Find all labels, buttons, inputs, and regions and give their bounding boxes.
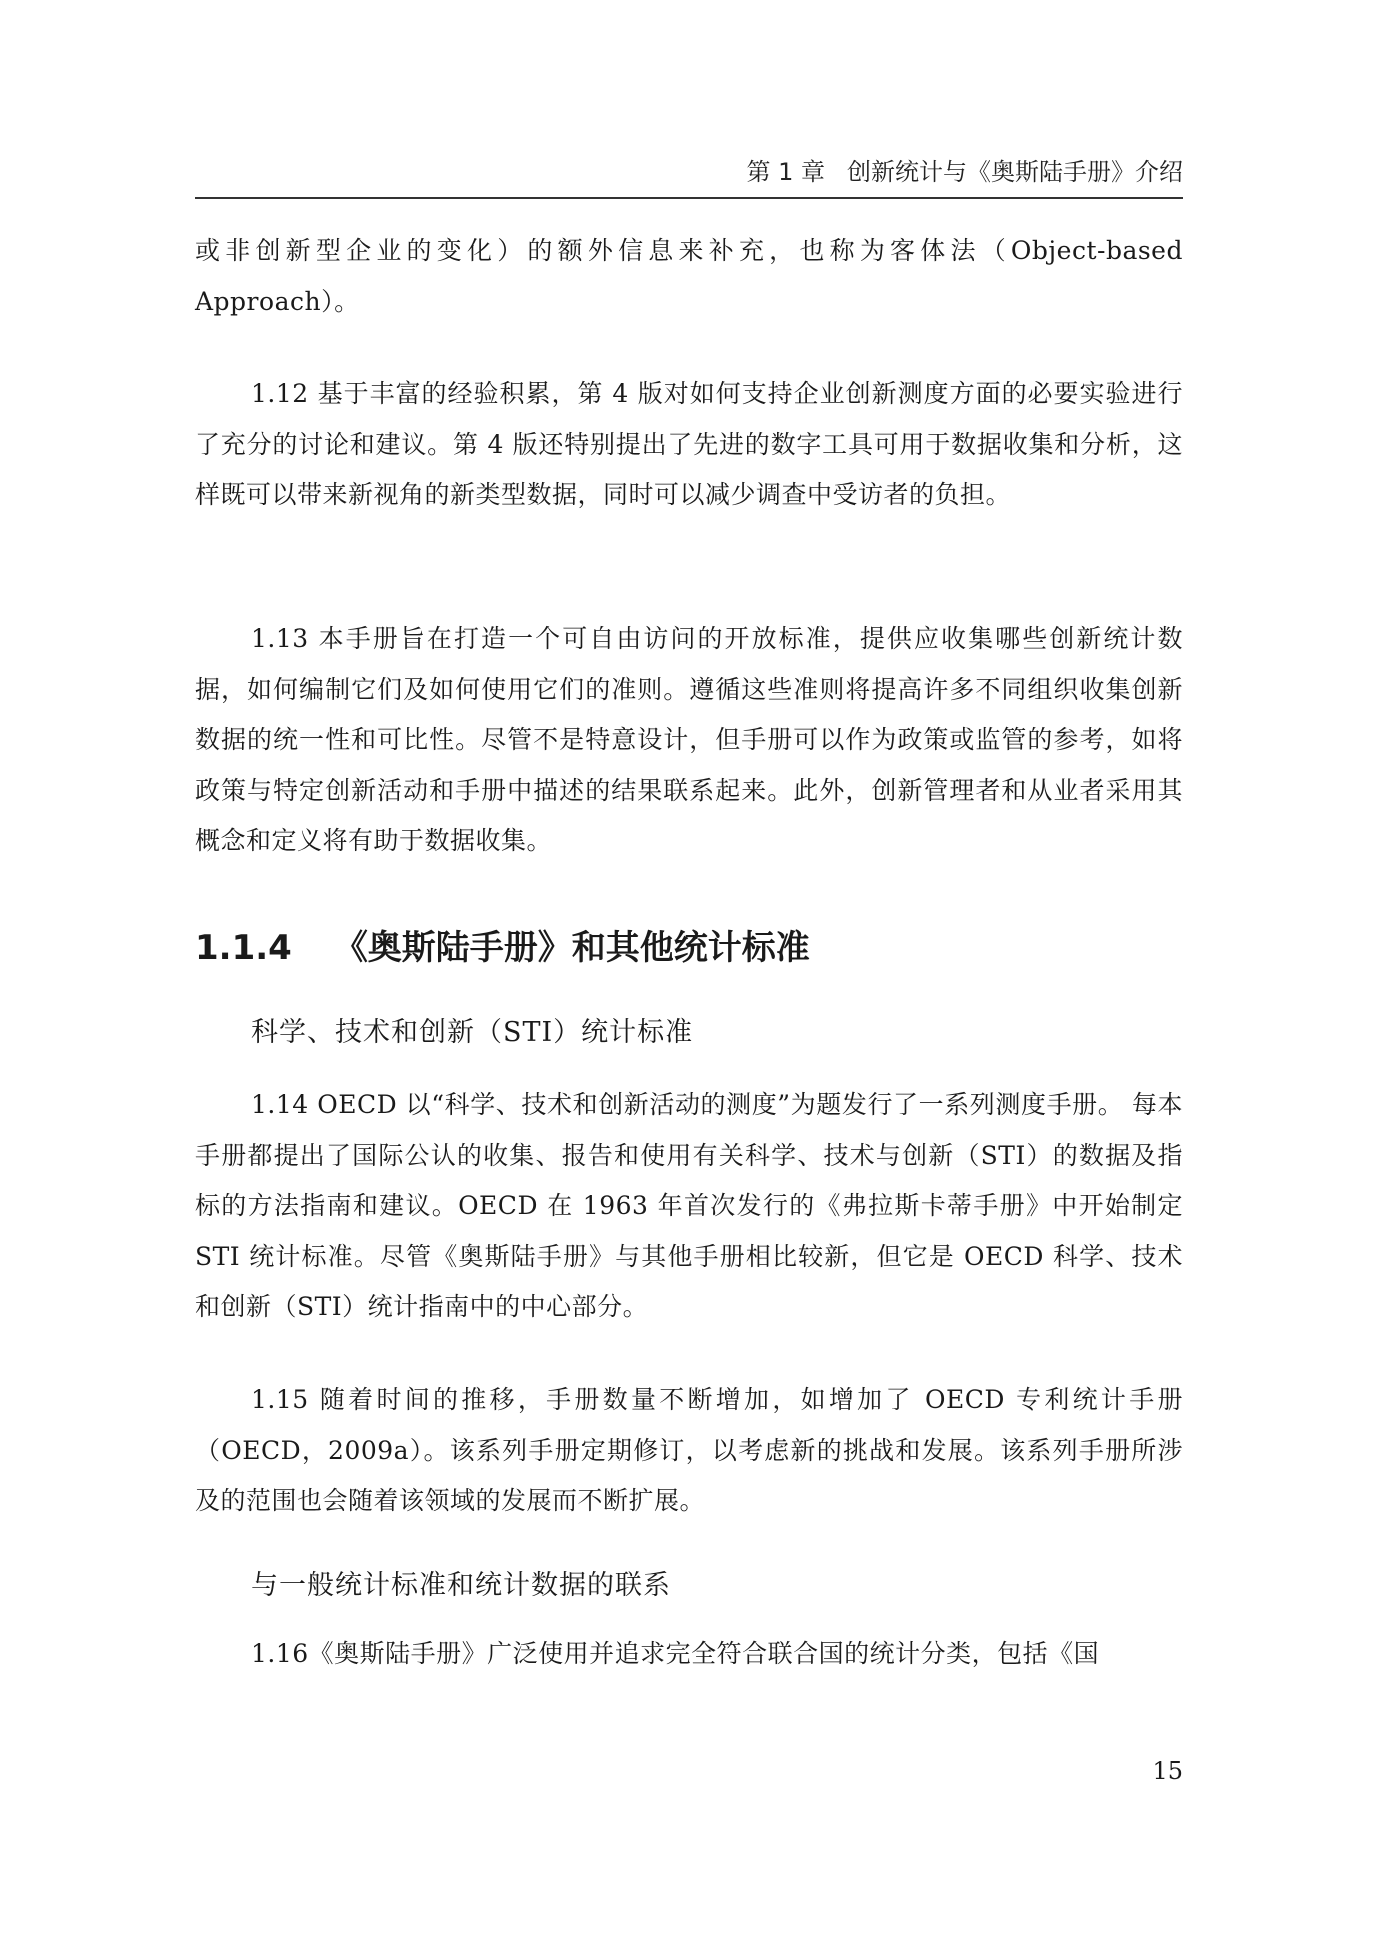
paragraph-continued: 或非创新型企业的变化）的额外信息来补充，也称为客体法（Object-based Approach）。	[195, 236, 1183, 316]
paragraph-1-12: 1.12 基于丰富的经验积累，第 4 版对如何支持企业创新测度方面的必要实验进行了充分的讨论和建议。第 4 版还特别提出了先进的数字工具可用于数据收集和分析，这样既可以带来新视角的新类型数据，同时可以减少调查中受访者的负担。	[195, 379, 1183, 509]
chapter-title: 创新统计与《奥斯陆手册》介绍	[847, 158, 1183, 186]
paragraph-1-15: 1.15 随着时间的推移，手册数量不断增加，如增加了 OECD 专利统计手册（OECD，2009a）。该系列手册定期修订，以考虑新的挑战和发展。该系列手册所涉及的范围也会随着该领域的发展而不断扩展。	[195, 1385, 1183, 1515]
header-rule	[195, 197, 1183, 199]
chapter-number: 第 1 章	[746, 158, 825, 186]
page-number: 15	[1152, 1757, 1183, 1785]
subheading-general-standards: 与一般统计标准和统计数据的联系	[251, 1570, 671, 1601]
section-heading	[195, 926, 1183, 970]
section-number: 1.1.4	[195, 928, 292, 968]
running-header	[195, 156, 1183, 188]
section-title: 《奥斯陆手册》和其他统计标准	[333, 928, 810, 968]
subheading-sti-standards: 科学、技术和创新（STI）统计标准	[251, 1017, 694, 1048]
paragraph-1-13: 1.13 本手册旨在打造一个可自由访问的开放标准，提供应收集哪些创新统计数据，如何编制它们及如何使用它们的准则。遵循这些准则将提高许多不同组织收集创新数据的统一性和可比性。尽管不是特意设计，但手册可以作为政策或监管的参考，如将政策与特定创新活动和手册中描述的结果联系起来。此外，创新管理者和从业者采用其概念和定义将有助于数据收集。	[195, 624, 1183, 855]
paragraph-1-14: 1.14 OECD 以“科学、技术和创新活动的测度”为题发行了一系列测度手册。 每本手册都提出了国际公认的收集、报告和使用有关科学、技术与创新（STI）的数据及指标的方法指南和建议。OECD 在 1963 年首次发行的《弗拉斯卡蒂手册》中开始制定 STI 统计标准。尽管《奥斯陆手册》与其他手册相比较新，但它是 OECD 科学、技术和创新（STI）统计指南中的中心部分。	[195, 1090, 1183, 1321]
paragraph-1-16: 1.16《奥斯陆手册》广泛使用并追求完全符合联合国的统计分类，包括《国	[251, 1639, 1100, 1668]
